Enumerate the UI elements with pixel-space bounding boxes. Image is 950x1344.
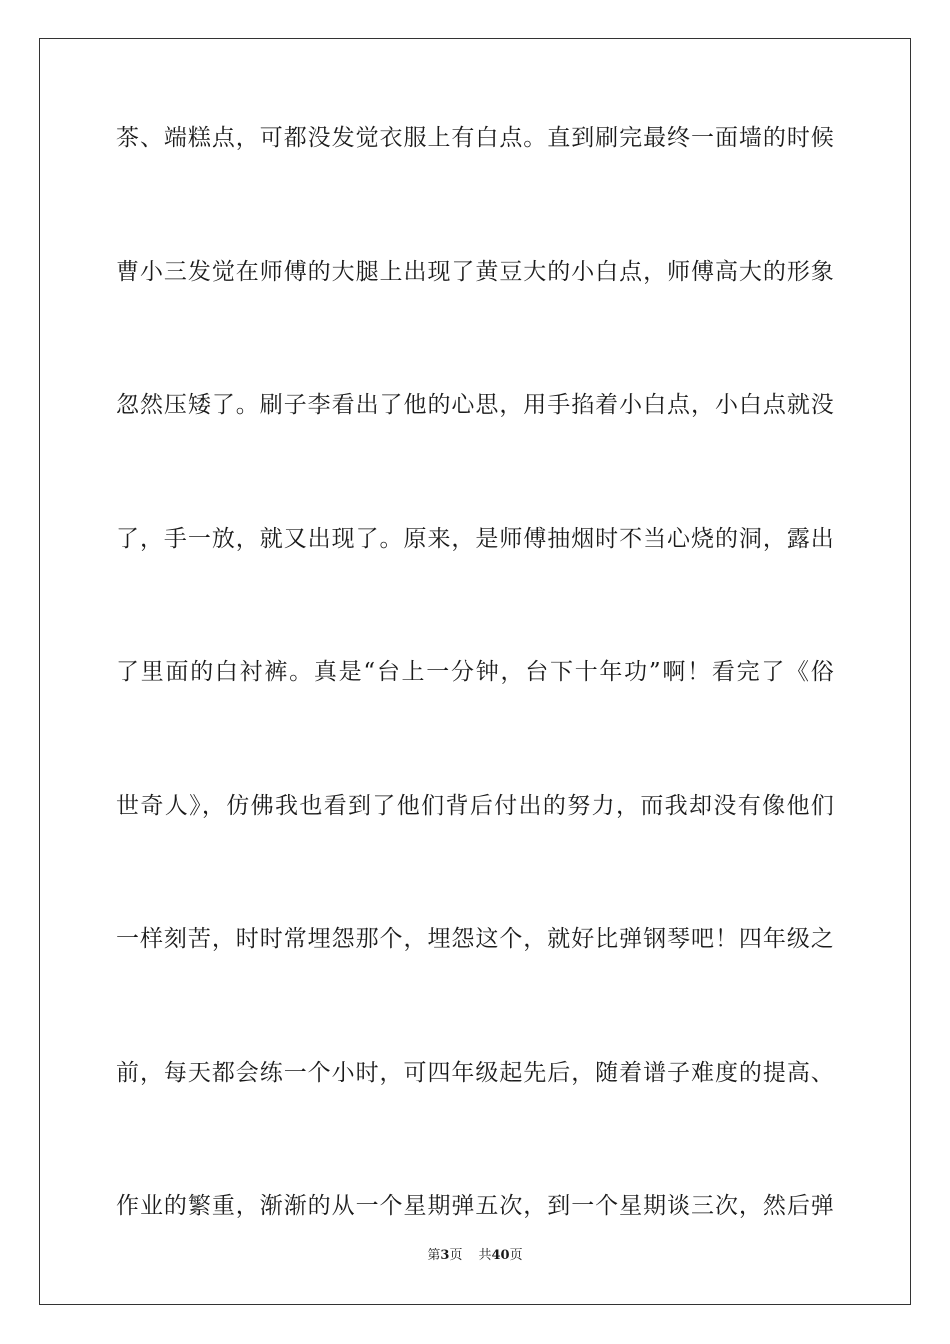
page-suffix: 页 [449,1248,463,1263]
text-line-2: 曹小三发觉在师傅的大腿上出现了黄豆大的小白点，师傅高大的形象 [116,258,834,285]
total-pages: 40 [491,1248,510,1263]
page-number: 3 [440,1248,450,1263]
text-line-7: 一样刻苦，时时常埋怨那个，埋怨这个，就好比弹钢琴吧！四年级之 [116,926,834,952]
text-line-9: 作业的繁重，渐渐的从一个星期弹五次，到一个星期谈三次，然后弹 [116,1193,834,1219]
total-suffix: 页 [509,1248,523,1263]
text-line-4: 了，手一放，就又出现了。原来，是师傅抽烟时不当心烧的洞，露出 [116,525,834,552]
page-prefix: 第 [427,1248,441,1263]
page-footer [0,1248,950,1264]
text-line-1: 茶、端糕点，可都没发觉衣服上有白点。直到刷完最终一面墙的时候 [116,125,834,151]
text-line-6: 世奇人》，仿佛我也看到了他们背后付出的努力，而我却没有像他们 [116,792,834,819]
text-line-8: 前，每天都会练一个小时，可四年级起先后，随着谱子难度的提高、 [116,1059,834,1086]
total-prefix: 共 [478,1248,492,1263]
text-line-5: 了里面的白衬裤。真是“台上一分钟，台下十年功”啊！看完了《俗 [116,659,834,685]
text-line-3: 忽然压矮了。刷子李看出了他的心思，用手掐着小白点，小白点就没 [116,392,834,418]
document-body [116,126,834,1219]
